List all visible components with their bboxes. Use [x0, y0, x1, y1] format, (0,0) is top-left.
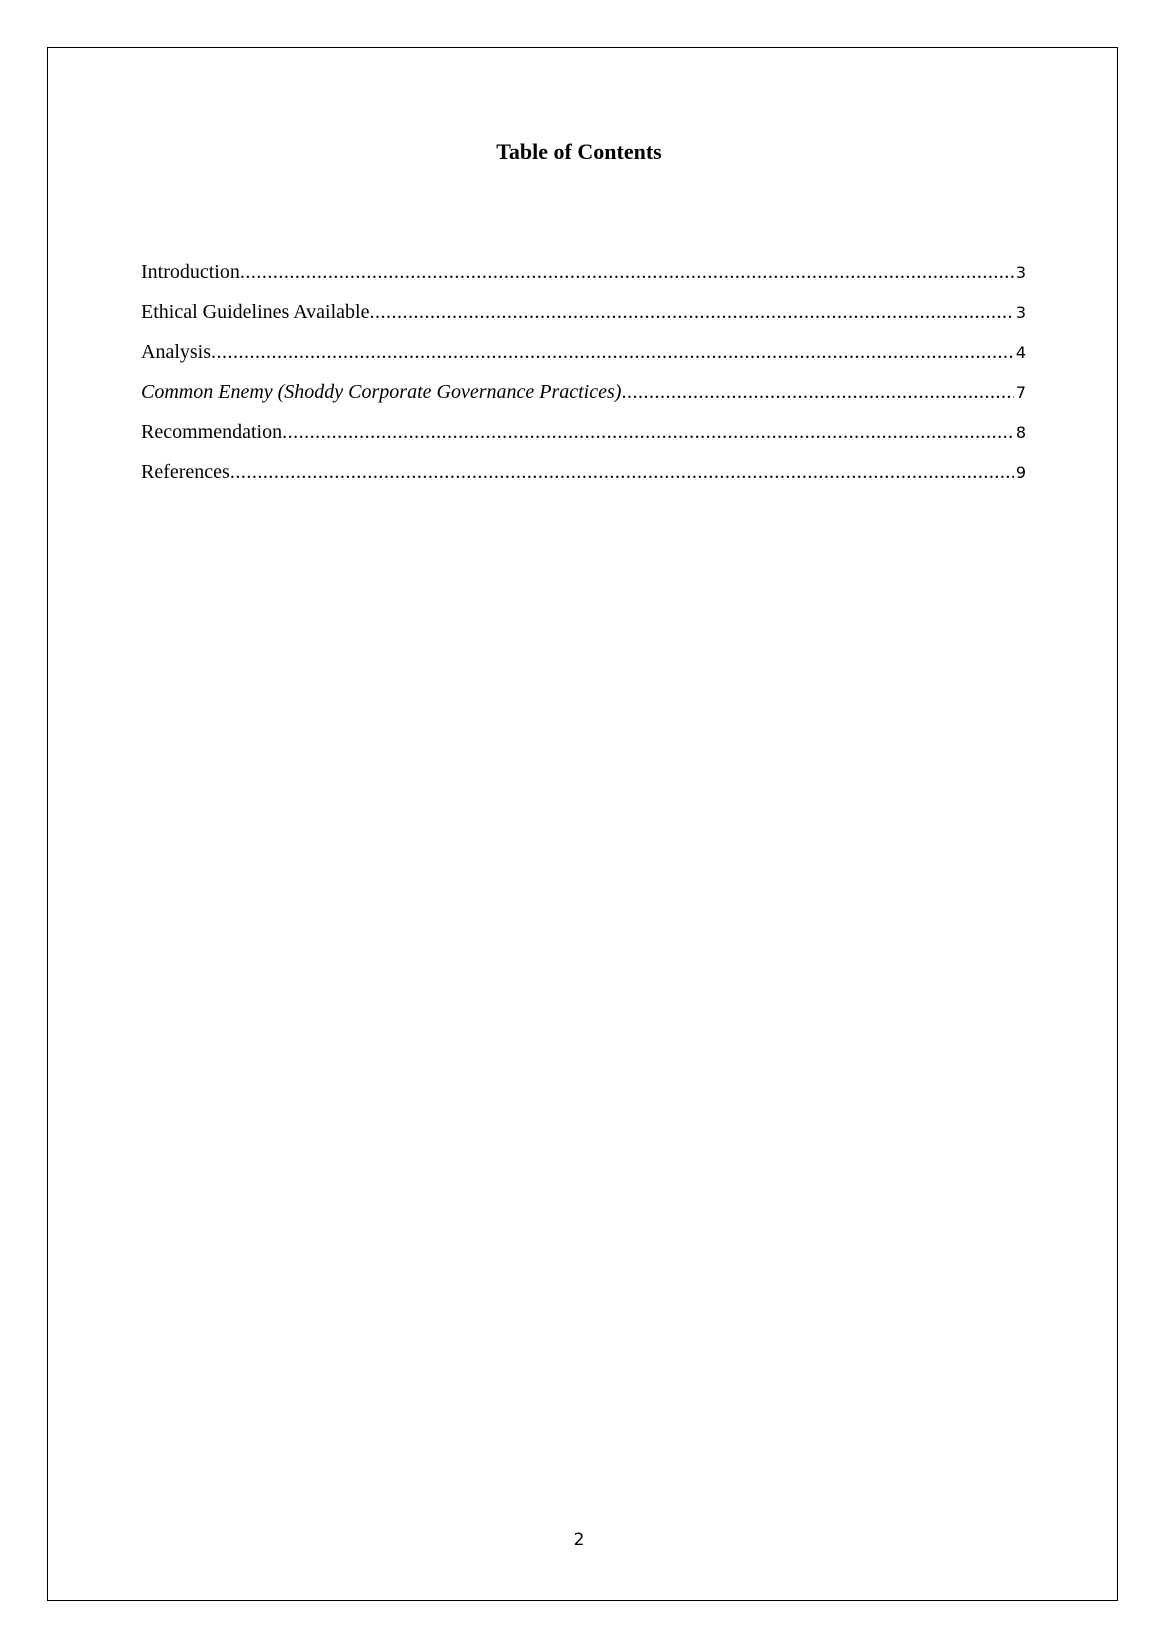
toc-entry-ethical-guidelines[interactable]: [141, 301, 1026, 341]
dot-leader: [230, 461, 1014, 484]
page-number: 2: [573, 1530, 585, 1550]
toc-entry-references[interactable]: [141, 461, 1026, 501]
toc-entry-label: Recommendation: [141, 421, 283, 443]
toc-entry-page: 8: [1015, 423, 1026, 442]
toc-entry-label: Ethical Guidelines Available: [141, 301, 370, 323]
toc-entry-label: References: [141, 461, 230, 483]
toc-entry-page: 7: [1015, 383, 1026, 402]
dot-leader: [621, 381, 1013, 404]
dot-leader: [211, 341, 1014, 364]
toc-entry-common-enemy[interactable]: [141, 381, 1026, 421]
dot-leader: [282, 421, 1014, 444]
toc-entry-label: Common Enemy (Shoddy Corporate Governance Practices): [141, 381, 622, 403]
toc-entry-introduction[interactable]: [141, 261, 1026, 301]
toc-entry-page: 4: [1015, 343, 1026, 362]
toc-entry-page: 3: [1015, 263, 1026, 282]
table-of-contents: [141, 261, 1026, 501]
dot-leader: [240, 261, 1014, 284]
page-title: Table of Contents: [496, 139, 662, 164]
toc-entry-label: Introduction: [141, 261, 240, 283]
toc-entry-page: 3: [1015, 303, 1026, 322]
toc-entry-recommendation[interactable]: [141, 421, 1026, 461]
toc-entry-label: Analysis: [141, 341, 211, 363]
toc-entry-page: 9: [1015, 463, 1026, 482]
dot-leader: [369, 301, 1013, 324]
toc-entry-analysis[interactable]: [141, 341, 1026, 381]
